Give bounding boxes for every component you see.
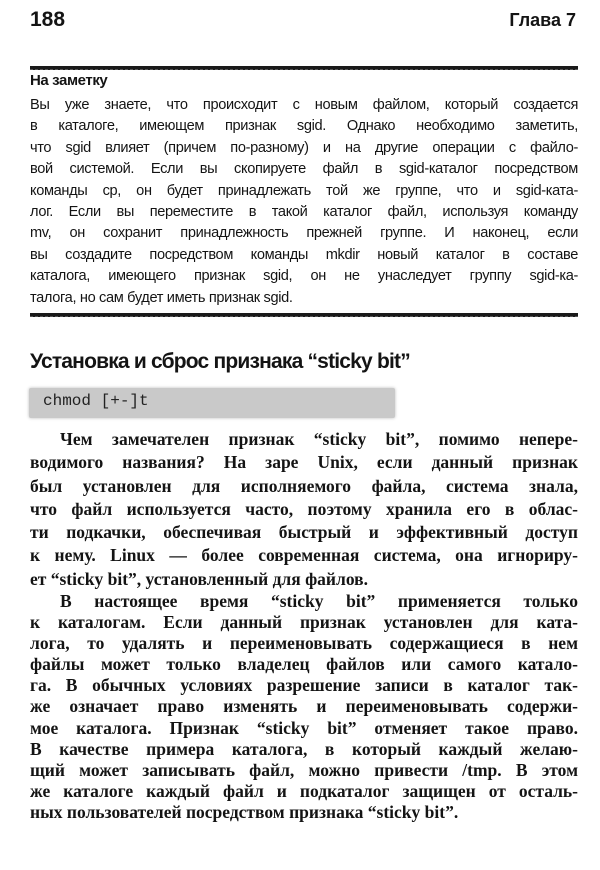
text-line: каталога, имеющего признак sgid, он не унаследует группу sgid-ка- [30,268,578,285]
text-line: что sgid влияет (причем по-разному) и на другие операции с файло- [30,139,578,156]
text-line: В настоящее время “sticky bit” применяется только [60,591,578,611]
text-line: файлы может только владелец файлов или самого катало- [30,654,578,675]
text-line: лога, то удалять и переименовывать содержащиеся в нем [30,633,578,654]
text-line: ных пользователей посредством признака “sticky bit”. [30,801,459,822]
text-line: вой системой. Если вы скопируете файл в sgid-каталог посредством [30,161,578,178]
text-line: что файл используется часто, поэтому хранила его в облас- [30,498,578,519]
note-title: На заметку [30,72,108,89]
text-line: mv, он сохранит принадлежность прежней группе. И наконец, если [30,225,578,242]
chapter-label: Глава 7 [509,10,576,30]
text-line: же каталоге каждый файл и подкаталог защищен от осталь- [30,780,578,801]
paragraph-1 [30,428,578,591]
text-line: ти подкачки, обеспечивая быстрый и эффективный доступ [30,522,578,543]
note-body [30,95,578,309]
text-line: ет “sticky bit”, установленный для файлов. [30,568,368,589]
code-block [29,388,395,418]
text-line: Вы уже знаете, что происходит с новым файлом, который создается [30,97,578,113]
note-bottom-rule [30,313,578,317]
text-line: же означает право изменять и переименовывать содержи- [30,696,578,717]
text-line: Чем замечателен признак “sticky bit”, помимо непере- [60,429,578,449]
text-line: водимого названия? На заре Unix, если данный признак [30,452,578,473]
section-heading: Установка и сброс признака “sticky bit” [30,350,410,373]
text-line: лог. Если вы переместите в такой каталог файл, используя команду [30,204,578,221]
text-line: га. В обычных условиях разрешение записи в каталог так- [30,675,578,696]
code-text: chmod [+-]t [43,392,149,410]
paragraph-2 [30,591,578,823]
text-line: в каталоге, имеющем признак sgid. Однако необходимо заметить, [30,118,578,135]
text-line: В качестве примера каталога, в который каждый желаю- [30,738,578,759]
text-line: талога, но сам будет иметь признак sgid. [30,289,293,306]
text-line: щий может записывать файл, можно привести /tmp. В этом [30,759,578,780]
text-line: к каталогам. Если данный признак установлен для ката- [30,612,578,633]
text-line: вы создадите посредством команды mkdir новый каталог в составе [30,246,578,263]
text-line: был установлен для исполняемого файла, система знала, [30,475,578,496]
text-line: команды cp, он будет принадлежать той же группе, что и sgid-ката- [30,182,578,199]
note-top-rule [30,66,578,70]
text-line: к нему. Linux — более современная система, она игнориру- [30,545,578,566]
text-line: мое каталога. Признак “sticky bit” отменяет такое право. [30,717,578,738]
page-number: 188 [30,8,66,31]
